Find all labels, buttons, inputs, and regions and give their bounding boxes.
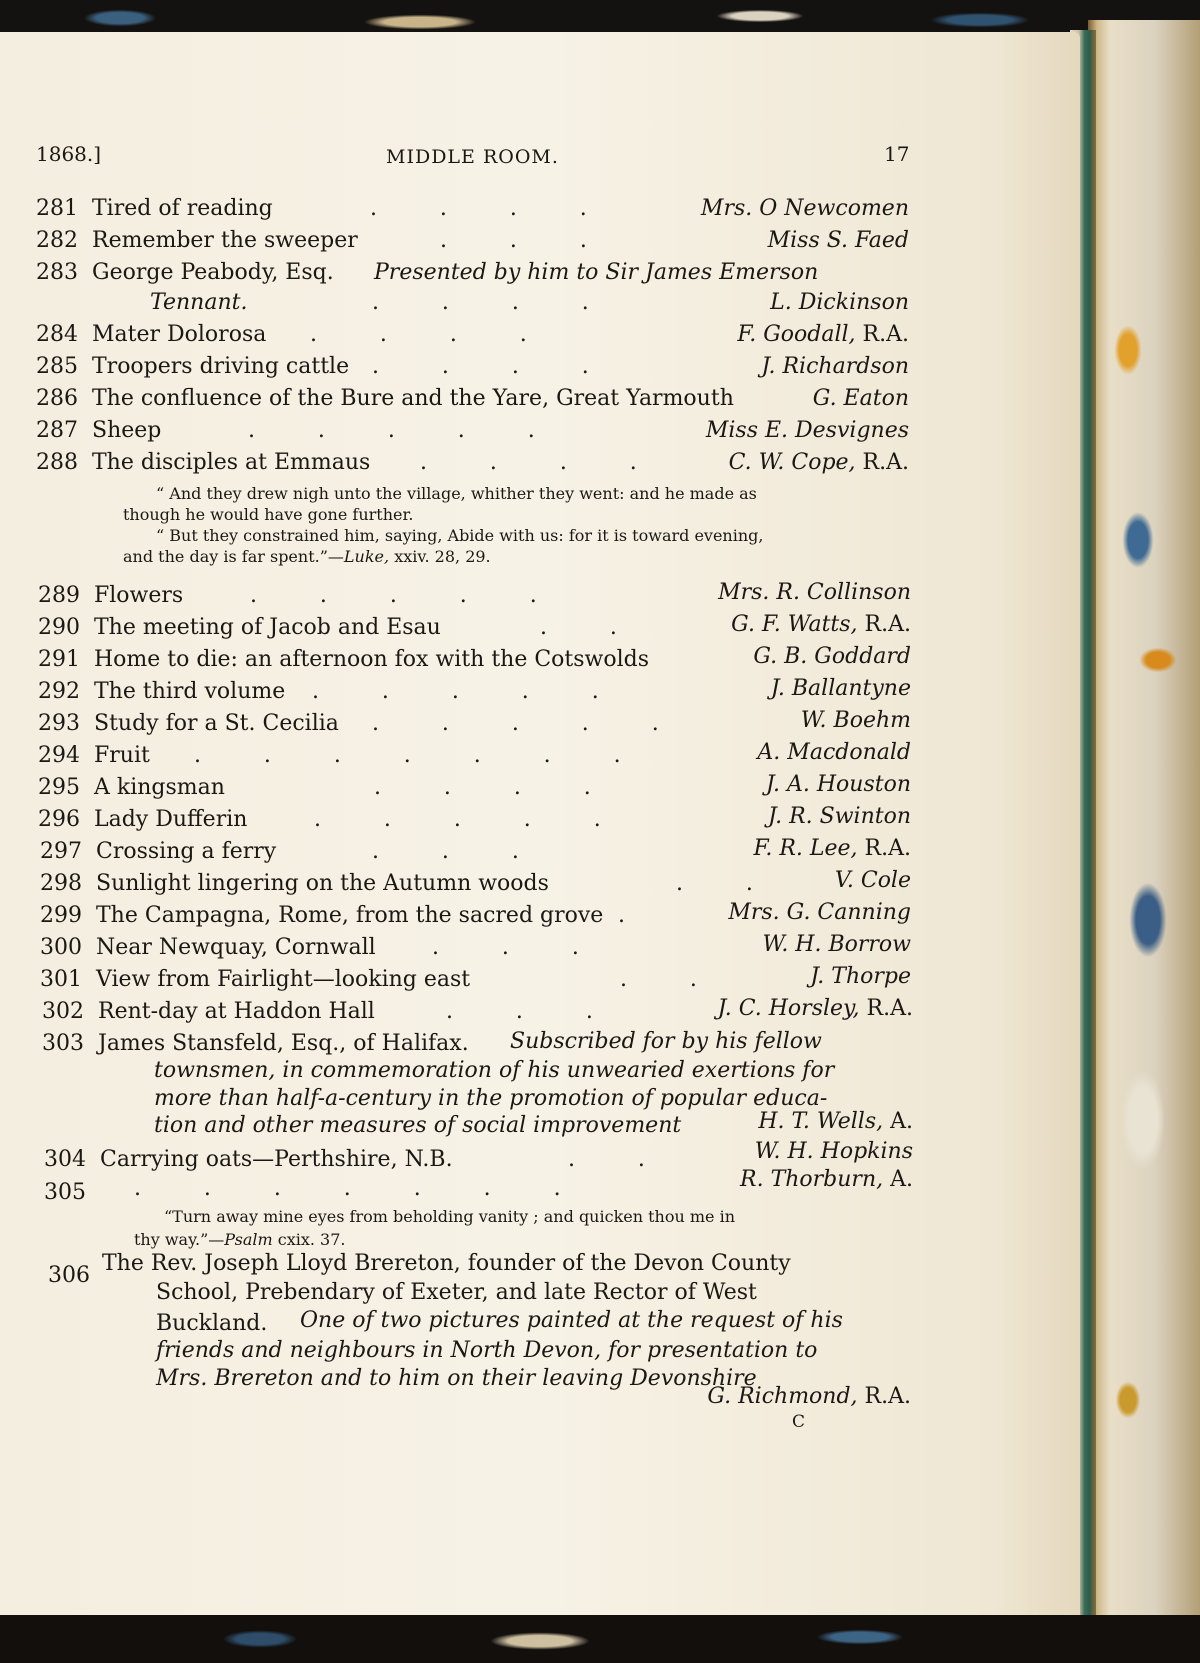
quote-line: though he would have gone further. bbox=[123, 505, 414, 524]
entry-artist: Mrs. O Newcomen bbox=[700, 196, 909, 221]
leader-dots: . . . bbox=[432, 935, 579, 960]
entry-number: 295 bbox=[38, 775, 80, 800]
entry-artist-suffix: R.A. bbox=[864, 612, 911, 637]
leader-dots: . . . . . bbox=[248, 418, 535, 443]
entry-artist-suffix: A. bbox=[890, 1167, 913, 1192]
entry-number: 296 bbox=[38, 807, 80, 832]
entry-artist-line bbox=[754, 836, 911, 861]
leader-dots: . . . . bbox=[374, 775, 591, 800]
entry-title: The meeting of Jacob and Esau bbox=[94, 615, 441, 640]
entry-artist: F. R. Lee, bbox=[753, 836, 858, 861]
entry-title: Home to die: an afternoon fox with the Cotswolds bbox=[94, 647, 650, 672]
entry-title: The confluence of the Bure and the Yare, Great Yarmouth bbox=[92, 386, 734, 411]
entry-title: Study for a St. Cecilia bbox=[94, 711, 339, 736]
entry-note: One of two pictures painted at the request of his bbox=[300, 1308, 843, 1333]
entry-artist: G. B. Goddard bbox=[753, 644, 911, 669]
entry-artist: R. Thorburn, bbox=[740, 1167, 884, 1192]
leader-dots: . . . . bbox=[370, 196, 587, 221]
entry-number: 282 bbox=[36, 228, 78, 253]
entry-artist: W. Boehm bbox=[800, 708, 911, 733]
entry-number: 302 bbox=[42, 999, 84, 1024]
entry-title: The disciples at Emmaus bbox=[92, 450, 371, 475]
entry-artist: W. H. Borrow bbox=[762, 932, 911, 957]
entry-number: 300 bbox=[40, 935, 82, 960]
entry-artist: G. F. Watts, bbox=[731, 612, 858, 637]
quote-line: “Turn away mine eyes from beholding vanity ; and quicken thou me in bbox=[164, 1207, 736, 1226]
entry-artist-line bbox=[740, 1167, 913, 1192]
entry-artist: J. C. Horsley, bbox=[717, 996, 860, 1021]
entry-artist: F. Goodall, bbox=[737, 322, 856, 347]
leader-dots: . . bbox=[676, 871, 753, 896]
entry-title: Flowers bbox=[94, 583, 184, 608]
entry-title: Sheep bbox=[92, 418, 162, 443]
entry-artist: G. Richmond, bbox=[707, 1384, 858, 1409]
entry-artist: J. Ballantyne bbox=[770, 676, 911, 701]
entry-number: 294 bbox=[38, 743, 80, 768]
entry-artist-suffix: A. bbox=[890, 1109, 913, 1134]
entry-title: Carrying oats—Perthshire, N.B. bbox=[100, 1147, 453, 1172]
quote-source: Luke, bbox=[343, 547, 390, 566]
entry-number: 297 bbox=[40, 839, 82, 864]
entry-title: George Peabody, Esq. bbox=[92, 260, 334, 285]
leader-dots: . . bbox=[540, 615, 617, 640]
entry-title: Rent-day at Haddon Hall bbox=[98, 999, 375, 1024]
entry-title: The Rev. Joseph Lloyd Brereton, founder of the Devon County bbox=[102, 1251, 791, 1276]
leader-dots: . . . . . bbox=[312, 679, 599, 704]
entry-note: tion and other measures of social improvement bbox=[154, 1113, 682, 1138]
entry-artist: W. H. Hopkins bbox=[754, 1139, 913, 1164]
signature-mark: C bbox=[792, 1412, 806, 1432]
quote-line: “ But they constrained him, saying, Abide with us: for it is toward evening, bbox=[156, 526, 764, 545]
entry-number: 303 bbox=[42, 1031, 84, 1056]
entry-number: 288 bbox=[36, 450, 78, 475]
leader-dots: . . bbox=[620, 967, 697, 992]
entry-title: The Campagna, Rome, from the sacred grove bbox=[96, 903, 604, 928]
entry-artist: A. Macdonald bbox=[757, 740, 911, 765]
page-number: 17 bbox=[884, 142, 910, 166]
marbled-edge-bottom bbox=[0, 1615, 1200, 1663]
entry-title: Near Newquay, Cornwall bbox=[96, 935, 376, 960]
entry-artist: Miss S. Faed bbox=[767, 228, 909, 253]
leader-dots: . . . . bbox=[372, 354, 589, 379]
entry-title: James Stansfeld, Esq., of Halifax. bbox=[98, 1031, 469, 1056]
leader-dots: . . . . . . . bbox=[194, 743, 621, 768]
entry-title: Remember the sweeper bbox=[92, 228, 358, 253]
quote-source: Psalm bbox=[224, 1230, 273, 1249]
entry-artist-line bbox=[737, 322, 909, 347]
leader-dots: . . . . . bbox=[372, 711, 659, 736]
entry-note: friends and neighbours in North Devon, for presentation to bbox=[156, 1338, 818, 1363]
entry-title: Tired of reading bbox=[92, 196, 273, 221]
entry-artist-suffix: R.A. bbox=[862, 450, 909, 475]
entry-title: Mater Dolorosa bbox=[92, 322, 267, 347]
entry-artist: V. Cole bbox=[834, 868, 911, 893]
quote-line: “ And they drew nigh unto the village, whither they went: and he made as bbox=[156, 484, 757, 503]
entry-note: Tennant. bbox=[150, 290, 248, 315]
entry-artist-line bbox=[707, 1384, 911, 1409]
leader-dots: . . . . . . . bbox=[134, 1176, 561, 1201]
entry-number: 292 bbox=[38, 679, 80, 704]
entry-artist: J. Richardson bbox=[761, 354, 909, 379]
leader-dots: . . bbox=[568, 1147, 645, 1172]
leader-dots: . bbox=[618, 903, 625, 928]
entry-number: 306 bbox=[48, 1263, 90, 1288]
leader-dots: . . . bbox=[446, 999, 593, 1024]
leader-dots: . . . . . bbox=[314, 807, 601, 832]
entry-note: townsmen, in commemoration of his unwearied exertions for bbox=[154, 1058, 835, 1083]
entry-note: more than half-a-century in the promotion of popular educa- bbox=[154, 1086, 828, 1111]
entry-note: Subscribed for by his fellow bbox=[510, 1029, 822, 1054]
entry-title: Fruit bbox=[94, 743, 150, 768]
entry-number: 289 bbox=[38, 583, 80, 608]
entry-number: 286 bbox=[36, 386, 78, 411]
entry-number: 290 bbox=[38, 615, 80, 640]
entry-number: 304 bbox=[44, 1147, 86, 1172]
entry-number: 283 bbox=[36, 260, 78, 285]
leader-dots: . . . . bbox=[372, 290, 589, 315]
entry-title: The third volume bbox=[94, 679, 286, 704]
entry-number: 287 bbox=[36, 418, 78, 443]
running-head-title: MIDDLE ROOM. bbox=[386, 146, 559, 168]
entry-artist: G. Eaton bbox=[812, 386, 909, 411]
entry-artist: L. Dickinson bbox=[770, 290, 909, 315]
entry-artist: J. Thorpe bbox=[810, 964, 911, 989]
leader-dots: . . . . . bbox=[250, 583, 537, 608]
entry-title: Sunlight lingering on the Autumn woods bbox=[96, 871, 549, 896]
marbled-edge-right bbox=[1088, 20, 1200, 1630]
entry-number: 299 bbox=[40, 903, 82, 928]
entry-title: A kingsman bbox=[94, 775, 225, 800]
quote-attribution: thy way.”—Psalm cxix. 37. bbox=[134, 1230, 346, 1249]
entry-artist: J. R. Swinton bbox=[767, 804, 911, 829]
entry-number: 291 bbox=[38, 647, 80, 672]
entry-number: 301 bbox=[40, 967, 82, 992]
entry-number: 281 bbox=[36, 196, 78, 221]
entry-number: 285 bbox=[36, 354, 78, 379]
entry-artist-suffix: R.A. bbox=[866, 996, 913, 1021]
entry-artist: Mrs. R. Collinson bbox=[718, 580, 911, 605]
leader-dots: . . . bbox=[440, 228, 587, 253]
entry-artist: Miss E. Desvignes bbox=[705, 418, 909, 443]
entry-artist: H. T. Wells, bbox=[758, 1109, 884, 1134]
entry-title: Crossing a ferry bbox=[96, 839, 277, 864]
entry-title: Buckland. bbox=[156, 1311, 268, 1336]
entry-artist-line bbox=[731, 612, 911, 637]
leader-dots: . . . bbox=[372, 839, 519, 864]
entry-title: School, Prebendary of Exeter, and late Rector of West bbox=[156, 1280, 757, 1305]
entry-title: View from Fairlight—looking east bbox=[96, 967, 471, 992]
entry-artist: C. W. Cope, bbox=[728, 450, 856, 475]
leader-dots: . . . . bbox=[420, 450, 637, 475]
entry-artist-line bbox=[758, 1109, 913, 1134]
running-head-year: 1868.] bbox=[36, 142, 102, 166]
entry-artist-suffix: R.A. bbox=[864, 1384, 911, 1409]
entry-artist-line bbox=[729, 450, 909, 475]
entry-title: Lady Dufferin bbox=[94, 807, 248, 832]
entry-artist: J. A. Houston bbox=[765, 772, 911, 797]
entry-artist-suffix: R.A. bbox=[862, 322, 909, 347]
entry-artist-suffix: R.A. bbox=[864, 836, 911, 861]
leader-dots: . . . . bbox=[310, 322, 527, 347]
quote-attribution: and the day is far spent.”—Luke, xxiv. 28, 29. bbox=[123, 547, 491, 566]
entry-artist: Mrs. G. Canning bbox=[728, 900, 911, 925]
entry-number: 293 bbox=[38, 711, 80, 736]
entry-note: Presented by him to Sir James Emerson bbox=[374, 260, 819, 285]
entry-number: 305 bbox=[44, 1180, 86, 1205]
entry-number: 284 bbox=[36, 322, 78, 347]
entry-artist-line bbox=[718, 996, 913, 1021]
entry-note: Mrs. Brereton and to him on their leaving Devonshire bbox=[156, 1366, 757, 1391]
entry-title: Troopers driving cattle bbox=[92, 354, 350, 379]
entry-number: 298 bbox=[40, 871, 82, 896]
